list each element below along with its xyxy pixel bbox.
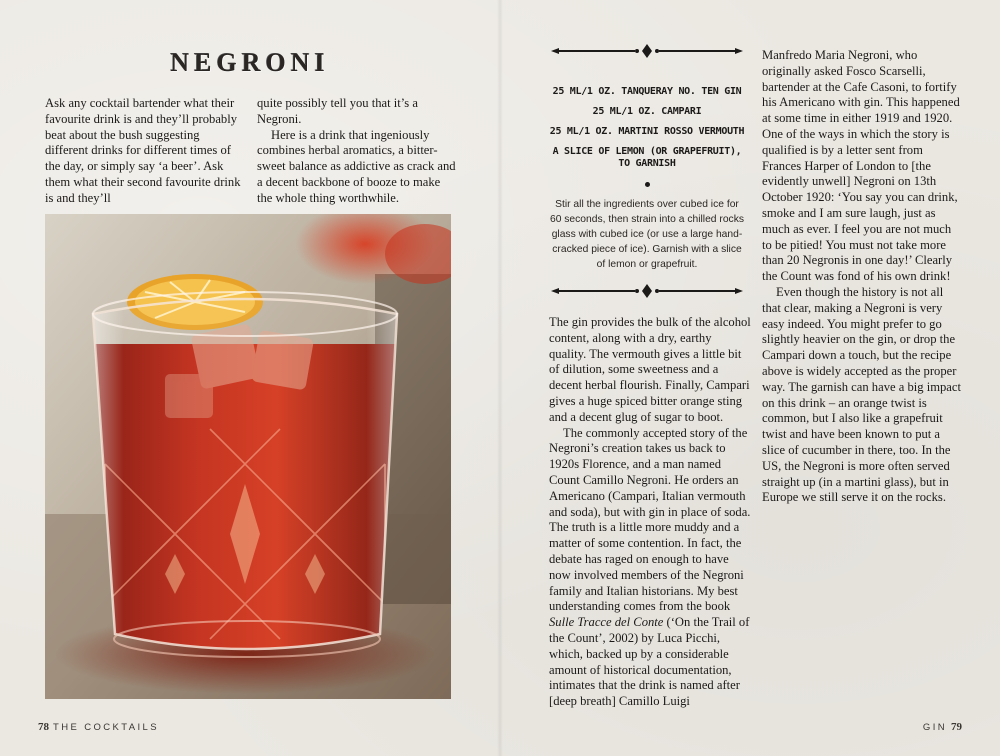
left-page-number: 78 <box>38 721 49 733</box>
ingredient-list <box>547 82 747 174</box>
intro-column-2 <box>257 96 457 207</box>
ingredient-vermouth: 25 ML/1 OZ. MARTINI ROSSO VERMOUTH <box>549 126 745 137</box>
ingredient-gin: 25 ML/1 OZ. TANQUERAY NO. TEN GIN <box>552 86 742 97</box>
page-title: NEGRONI <box>170 48 330 77</box>
negroni-photo <box>45 214 451 699</box>
left-folio <box>34 721 159 733</box>
body-paragraph-serving: Even though the history is not all that clear, making a Negroni is very easy indeed. You might prefer to go slightly heavier on the gin, or drop the Campari down a touch, but the recipe above is widely accepted as the proper way. The garnish can have a big impact on this drink – an orange twist is common, but I also like a grapefruit twist and have been known to put a slice of cucumber in there, too. In the US, the Negroni is more often served straight up (in a martini glass), but in Europe we still serve it on the rocks. <box>762 284 961 505</box>
body-paragraph-ingredients: The gin provides the bulk of the alcohol content, along with a dry, earthy quality. The vermouth gives a little bit of dilution, some sweetness and a decent herbal flourish. Finally, Campari gives a huge spiced bitter orange sting and a decent glug of sugar to boot. <box>549 315 751 424</box>
intro-paragraph: Ask any cocktail bartender what their favourite drink is and they’ll probably beat about the bush suggesting different drinks for different times of the day, or simply say ‘a beer’. Ask them what their second favourite drink is and they’ll <box>45 96 241 205</box>
intro-paragraph-2: Here is a drink that ingeniously combines herbal aromatics, a bitter-sweet balance as addictive as crack and a decent backbone of booze to make the whole thing worthwhile. <box>257 127 456 205</box>
history-text-a: The commonly accepted story of the Negroni’s creation takes us back to 1920s Florence, and a man named Count Camillo Negroni. He orders an Americano (Campari, Italian vermouth and soda), but with gin in place of soda. The truth is a little more muddy and a matter of some contention. In fact, the debate has raged on enough to have now involved members of the Negroni family and Italian historians. My best understanding comes from the book <box>549 425 751 614</box>
body-column-4 <box>762 48 962 506</box>
body-column-3 <box>549 315 751 710</box>
ingredient-campari: 25 ML/1 OZ. CAMPARI <box>592 106 702 117</box>
right-running-head: GIN <box>922 722 947 733</box>
intro-paragraph-continued: quite possibly tell you that it’s a Negroni. <box>257 96 418 126</box>
recipe-method: Stir all the ingredients over cubed ice for 60 seconds, then strain into a chilled rocks glass with cubed ice (or use a large hand-cracked piece of ice). Garnish with a slice of lemon or grapefruit. <box>549 199 745 270</box>
book-title: Sulle Tracce del Conte <box>549 615 664 630</box>
history-text-b: (‘On the Trail of the Count’, 2002) by Luca Picchi, which, backed up by a considerable amount of historical documentation, intimates that the drink is named after [deep breath] Camillo Luigi <box>549 615 750 709</box>
ingredient-garnish: A SLICE OF LEMON (OR GRAPEFRUIT), TO GARNISH <box>552 146 742 169</box>
right-page-number: 79 <box>951 721 962 733</box>
right-folio <box>923 721 966 733</box>
ornament-divider-top <box>547 44 747 58</box>
intro-column-1 <box>45 96 245 207</box>
recipe-box <box>547 44 747 298</box>
page-gutter <box>497 0 503 756</box>
bullet-dot-icon <box>645 182 650 187</box>
ornament-divider-bottom <box>547 284 747 298</box>
left-running-head: THE COCKTAILS <box>53 722 159 733</box>
body-paragraph-origin: Manfredo Maria Negroni, who originally asked Fosco Scarselli, bartender at the Cafe Casoni, to fortify his Americano with gin. This happened at some time in either 1919 and 1920. One of the ways in which the story is qualified is by a letter sent from Frances Harper of London to [the evidently unwell] Negroni on 13th October 1920: ‘You say you can drink, smoke and I am sure laugh, just as much as ever. I feel you are not much to be pitied! You must not take more than 20 Negronis in one day!’ Clearly the Count was fond of his own drink! <box>762 48 960 284</box>
body-paragraph-history <box>549 426 751 710</box>
